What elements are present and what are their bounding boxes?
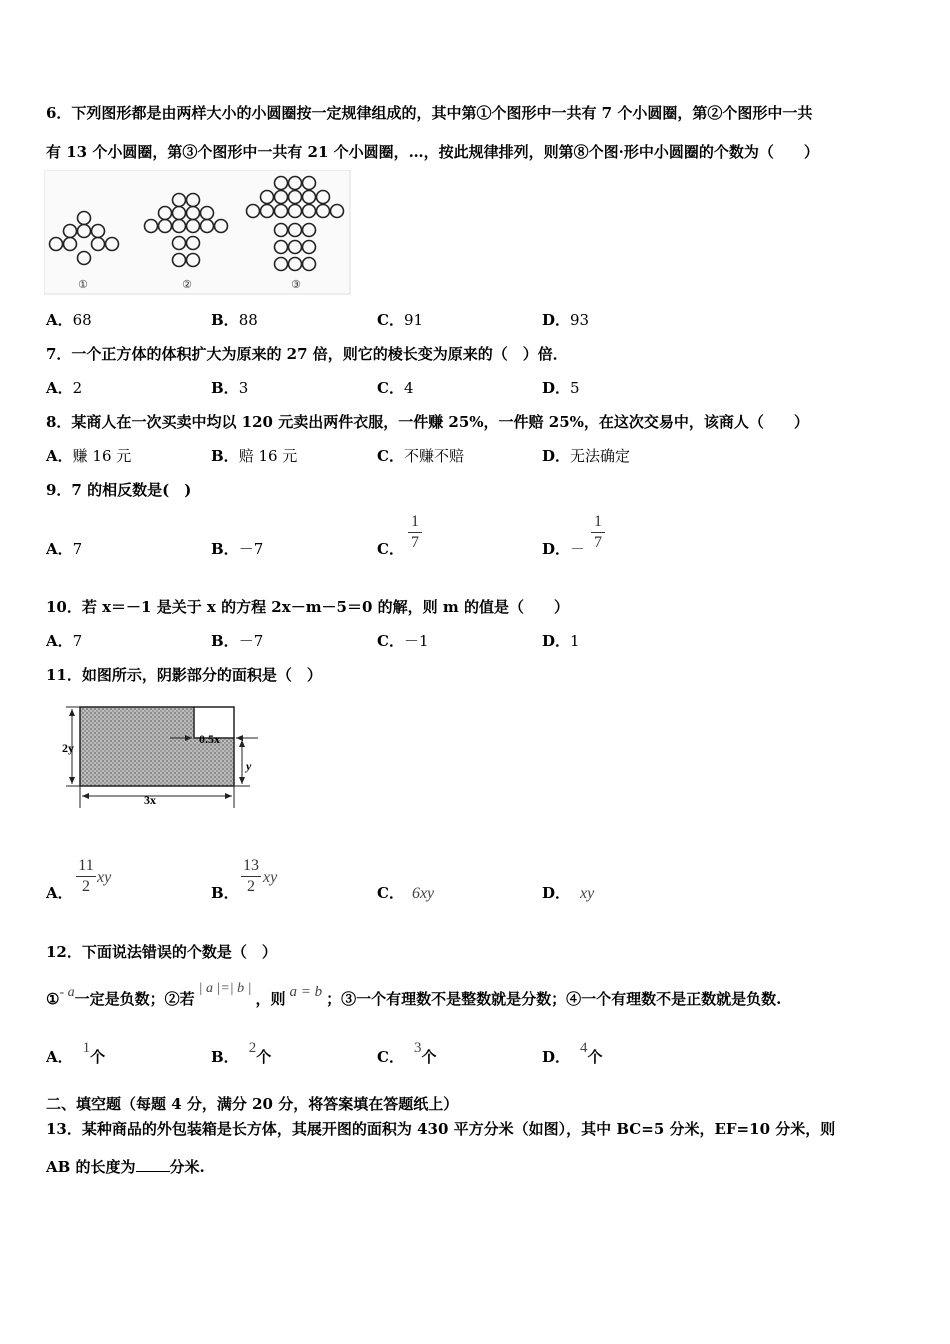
q8-option-c[interactable]: C．不赚不赔 xyxy=(377,447,464,465)
q9-option-a[interactable]: A．7 xyxy=(46,540,83,558)
q8-option-a[interactable]: A．赚 16 元 xyxy=(46,447,132,465)
q9-option-b[interactable]: B．－7 xyxy=(211,540,264,558)
q11-option-d[interactable]: D． xy xyxy=(542,884,595,902)
q7-option-b[interactable]: B．3 xyxy=(211,379,249,397)
fraction-numerator: 1 xyxy=(411,513,419,530)
q13-line1: 13．某种商品的外包装箱是长方体，其展开图的面积为 430 平方分米（如图），其中 BC=5 分米，EF=10 分米，则 xyxy=(46,1120,836,1138)
q11-label-y: y xyxy=(246,759,252,773)
q6-option-d[interactable]: D．93 xyxy=(542,311,590,329)
q6-fig-label-1: ① xyxy=(78,278,88,291)
q7-option-a[interactable]: A．2 xyxy=(46,379,83,397)
q7-text: 7．一个正方体的体积扩大为原来的 27 倍，则它的棱长变为原来的（ ）倍． xyxy=(46,345,568,363)
section2-title: 二、填空题（每题 4 分，满分 20 分，将答案填在答题纸上） xyxy=(46,1095,459,1113)
q6-line2: 有 13 个小圆圈，第③个图形中一共有 21 个小圆圈，…，按此规律排列，则第⑧个图·形中小圆圈的个数为（ ） xyxy=(46,143,819,161)
q11-option-b-suffix: xy xyxy=(263,869,278,886)
q10-text: 10．若 x＝－1 是关于 x 的方程 2x－m－5＝0 的解，则 m 的值是（ ） xyxy=(46,598,569,616)
q6-option-a[interactable]: A．68 xyxy=(46,311,92,329)
q12-text: 12．下面说法错误的个数是（ ） xyxy=(46,943,277,961)
q9-option-c[interactable]: C． xyxy=(377,540,404,558)
q11-option-a[interactable]: A． xyxy=(46,884,73,902)
fraction-numerator: 13 xyxy=(243,857,259,874)
q11-label-3x: 3x xyxy=(144,793,156,807)
q6-fig-label-3: ③ xyxy=(291,278,301,291)
q8-option-d[interactable]: D．无法确定 xyxy=(542,447,631,465)
q9-option-d[interactable]: D．－ xyxy=(542,540,586,558)
q11-option-a-fraction xyxy=(76,857,96,896)
q11-option-a-suffix: xy xyxy=(97,869,112,886)
q11-label-2y: 2y xyxy=(62,741,74,755)
q9-option-d-fraction xyxy=(591,513,605,552)
fraction-denominator: 7 xyxy=(594,534,602,551)
q6-figure xyxy=(44,170,354,295)
q11-figure xyxy=(58,700,268,812)
fraction-numerator: 11 xyxy=(78,857,94,874)
q7-option-c[interactable]: C．4 xyxy=(377,379,414,397)
q13-line2: AB 的长度为 分米. xyxy=(46,1158,205,1176)
q11-option-b-fraction xyxy=(241,857,261,896)
fraction-denominator: 2 xyxy=(82,878,90,895)
q12-statement: ①- a一定是负数；②若| a |=| b |，则 a = b ；③一个有理数不是整数就是分数；④一个有理数不是正数就是负数. xyxy=(46,981,782,1008)
q10-option-a[interactable]: A．7 xyxy=(46,632,83,650)
q6-option-c[interactable]: C．91 xyxy=(377,311,424,329)
q12-option-d[interactable]: D． 4个 xyxy=(542,1040,603,1066)
q11-option-b[interactable]: B． xyxy=(211,884,239,902)
q8-text: 8．某商人在一次买卖中均以 120 元卖出两件衣服，一件赚 25%，一件赔 25%，在这次交易中，该商人（ ） xyxy=(46,413,809,431)
q13-answer-blank[interactable] xyxy=(136,1157,170,1172)
q6-option-b[interactable]: B．88 xyxy=(211,311,258,329)
fraction-denominator: 2 xyxy=(247,878,255,895)
q7-option-d[interactable]: D．5 xyxy=(542,379,580,397)
q11-text: 11．如图所示，阴影部分的面积是（ ） xyxy=(46,666,322,684)
q10-option-d[interactable]: D．1 xyxy=(542,632,580,650)
q12-option-b[interactable]: B． 2个 xyxy=(211,1040,272,1066)
fraction-numerator: 1 xyxy=(594,513,602,530)
q12-option-c[interactable]: C． 3个 xyxy=(377,1040,437,1066)
q8-option-b[interactable]: B．赔 16 元 xyxy=(211,447,298,465)
fraction-denominator: 7 xyxy=(411,534,419,551)
q9-option-c-fraction xyxy=(408,513,422,552)
q9-text: 9．7 的相反数是( ) xyxy=(46,481,192,499)
q11-option-c[interactable]: C． 6xy xyxy=(377,884,435,902)
q12-option-a[interactable]: A． 1个 xyxy=(46,1040,106,1066)
q11-label-0.5x: 0.5x xyxy=(199,732,220,746)
q6-line1: 6．下列图形都是由两样大小的小圆圈按一定规律组成的，其中第①个图形中一共有 7 个小圆圈，第②个图形中一共 xyxy=(46,104,813,122)
q10-option-c[interactable]: C．－1 xyxy=(377,632,429,650)
q6-fig-label-2: ② xyxy=(182,278,192,291)
q10-option-b[interactable]: B．－7 xyxy=(211,632,264,650)
